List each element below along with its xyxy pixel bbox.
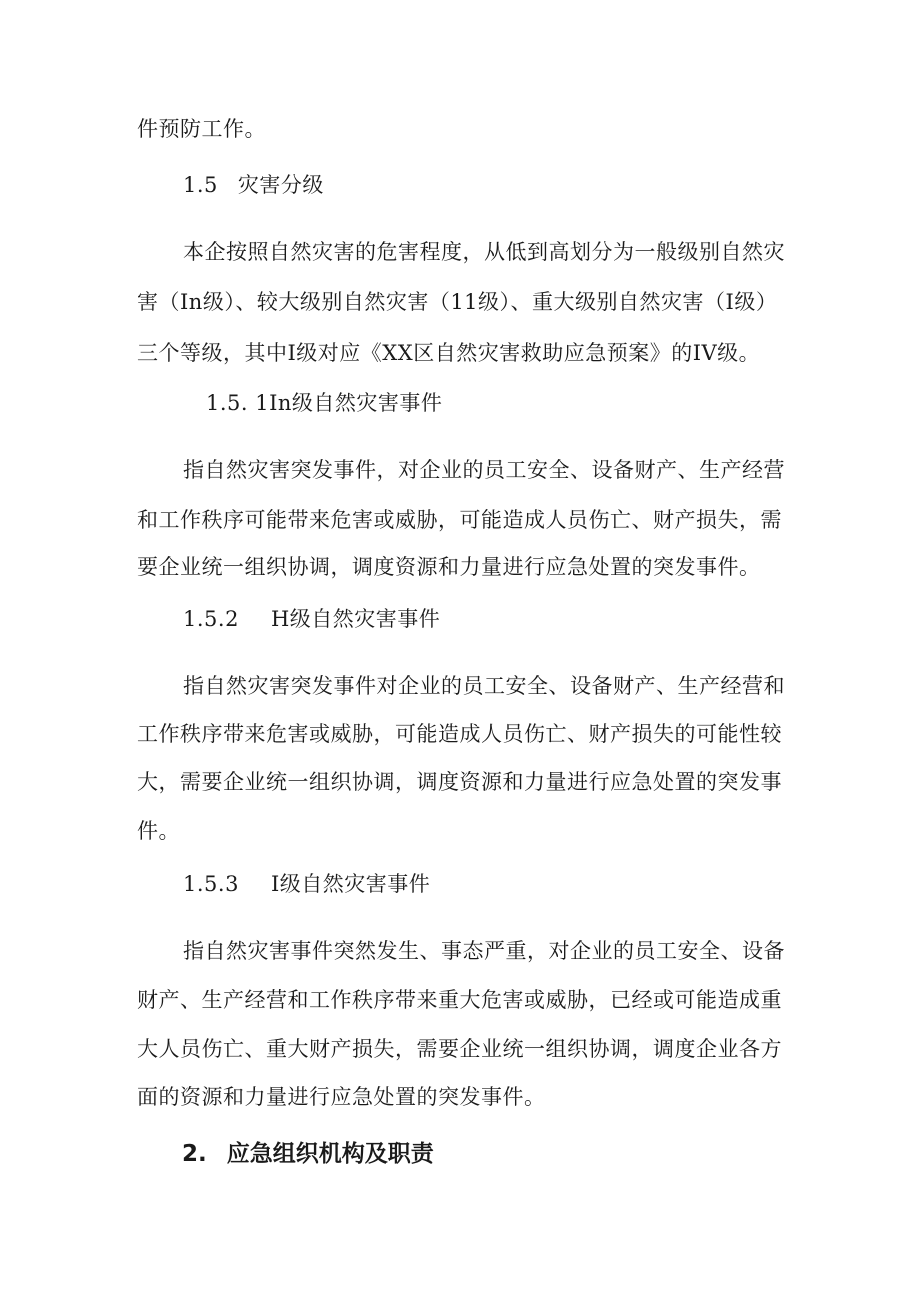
- paragraph-line: 三个等级，其中I级对应《XX区自然灾害救助应急预案》的IV级。: [137, 341, 761, 365]
- paragraph-line: 大，需要企业统一组织协调，调度资源和力量进行应急处置的突发事: [137, 770, 782, 794]
- paragraph-line: 害（In级）、较大级别自然灾害（11级）、重大级别自然灾害（I级）: [137, 290, 778, 314]
- section-heading-1-5: [183, 170, 324, 200]
- paragraph-line: 工作秩序带来危害或威胁，可能造成人员伤亡、财产损失的可能性较: [137, 722, 782, 746]
- paragraph-line: 指自然灾害突发事件，对企业的员工安全、设备财产、生产经营: [183, 458, 785, 482]
- chapter-title: 应急组织机构及职责: [226, 1141, 434, 1167]
- section-heading-1-5-3: [183, 869, 430, 899]
- section-title: 灾害分级: [237, 173, 324, 197]
- paragraph-line: 本企按照自然灾害的危害程度，从低到高划分为一般级别自然灾: [183, 240, 785, 264]
- section-number: 1.5.2: [183, 607, 239, 631]
- paragraph-line: 件。: [137, 819, 180, 843]
- section-number: 1.5: [183, 173, 218, 197]
- paragraph-line: 和工作秩序可能带来危害或威胁，可能造成人员伤亡、财产损失，需: [137, 508, 782, 532]
- section-number: 1.5.3: [183, 872, 239, 896]
- paragraph-line: 面的资源和力量进行应急处置的突发事件。: [137, 1085, 546, 1109]
- paragraph-line: 财产、生产经营和工作秩序带来重大危害或威胁，已经或可能造成重: [137, 988, 782, 1012]
- paragraph-line: 大人员伤亡、重大财产损失，需要企业统一组织协调，调度企业各方: [137, 1037, 782, 1061]
- section-title: H级自然灾害事件: [270, 607, 441, 631]
- paragraph-line: 指自然灾害事件突然发生、事态严重，对企业的员工安全、设备: [183, 939, 785, 963]
- continuation-text: 件预防工作。: [137, 117, 266, 141]
- chapter-number: 2.: [182, 1141, 207, 1167]
- paragraph-line: 要企业统一组织协调，调度资源和力量进行应急处置的突发事件。: [137, 555, 761, 579]
- section-heading-1-5-1: 1.5. 1In级自然灾害事件: [206, 391, 443, 415]
- paragraph-line: 指自然灾害突发事件对企业的员工安全、设备财产、生产经营和: [183, 674, 785, 698]
- chapter-heading-2: [182, 1135, 434, 1168]
- section-title: I级自然灾害事件: [270, 872, 431, 896]
- section-heading-1-5-2: [183, 604, 440, 634]
